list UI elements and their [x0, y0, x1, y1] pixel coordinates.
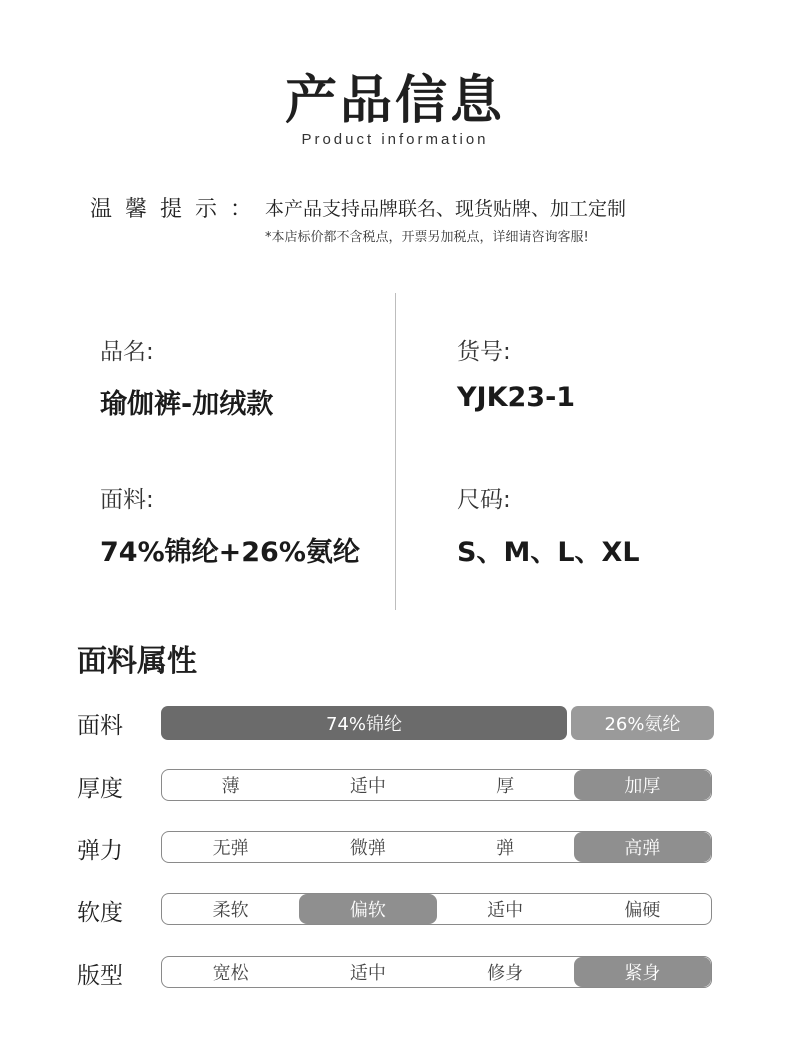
thickness-row: [0, 768, 790, 804]
product-name-value: 瑜伽裤-加绒款: [100, 389, 274, 420]
fabric-properties-title: 面料属性: [77, 644, 197, 679]
sku-label: 货号:: [457, 339, 511, 365]
page-subtitle: Product information: [301, 131, 489, 148]
fabric-composition-row: [0, 705, 790, 741]
elasticity-option: 微弹: [349, 838, 386, 859]
thickness-option-selected: 加厚: [574, 770, 711, 800]
elasticity-row: [0, 830, 790, 866]
fit-option-selected: 紧身: [574, 957, 711, 987]
thickness-option: 厚: [496, 776, 515, 797]
page-title: 产品信息: [284, 71, 505, 131]
fabric-composition-bar: [161, 706, 714, 740]
softness-option-selected: 偏软: [299, 894, 436, 924]
size-label: 尺码:: [457, 487, 511, 513]
info-divider: [395, 293, 396, 610]
elasticity-option: 无弹: [212, 838, 249, 859]
softness-option: 柔软: [212, 900, 249, 921]
thickness-label: 厚度: [77, 776, 123, 802]
fabric-segment-1: 74%锦纶: [161, 706, 567, 740]
thickness-scale: [161, 769, 712, 801]
fit-option: 修身: [487, 963, 524, 984]
product-name-label: 品名:: [100, 339, 154, 365]
elasticity-label: 弹力: [77, 838, 123, 864]
thickness-option: 适中: [349, 776, 386, 797]
fit-option: 适中: [349, 963, 386, 984]
fit-scale: [161, 956, 712, 988]
softness-option: 适中: [487, 900, 524, 921]
fabric-composition-label: 面料: [77, 713, 123, 739]
thickness-option: 薄: [221, 776, 240, 797]
tip-main-text: 本产品支持品牌联名、现货贴牌、加工定制: [265, 198, 627, 220]
elasticity-option: 弹: [496, 838, 515, 859]
fit-label: 版型: [77, 963, 123, 989]
softness-scale: [161, 893, 712, 925]
softness-row: [0, 892, 790, 928]
fabric-value: 74%锦纶+26%氨纶: [100, 537, 360, 568]
elasticity-scale: [161, 831, 712, 863]
softness-label: 软度: [77, 900, 123, 926]
size-value: S、M、L、XL: [457, 537, 640, 568]
tip-label: 温馨提示：: [90, 197, 266, 222]
tip-note-text: *本店标价都不含税点，开票另加税点，详细请咨询客服!: [265, 230, 589, 245]
fabric-segment-2: 26%氨纶: [571, 706, 714, 740]
fit-row: [0, 955, 790, 991]
sku-value: YJK23-1: [457, 382, 576, 413]
fit-option: 宽松: [212, 963, 249, 984]
softness-option: 偏硬: [624, 900, 661, 921]
fabric-label: 面料:: [100, 487, 154, 513]
elasticity-option-selected: 高弹: [574, 832, 711, 862]
